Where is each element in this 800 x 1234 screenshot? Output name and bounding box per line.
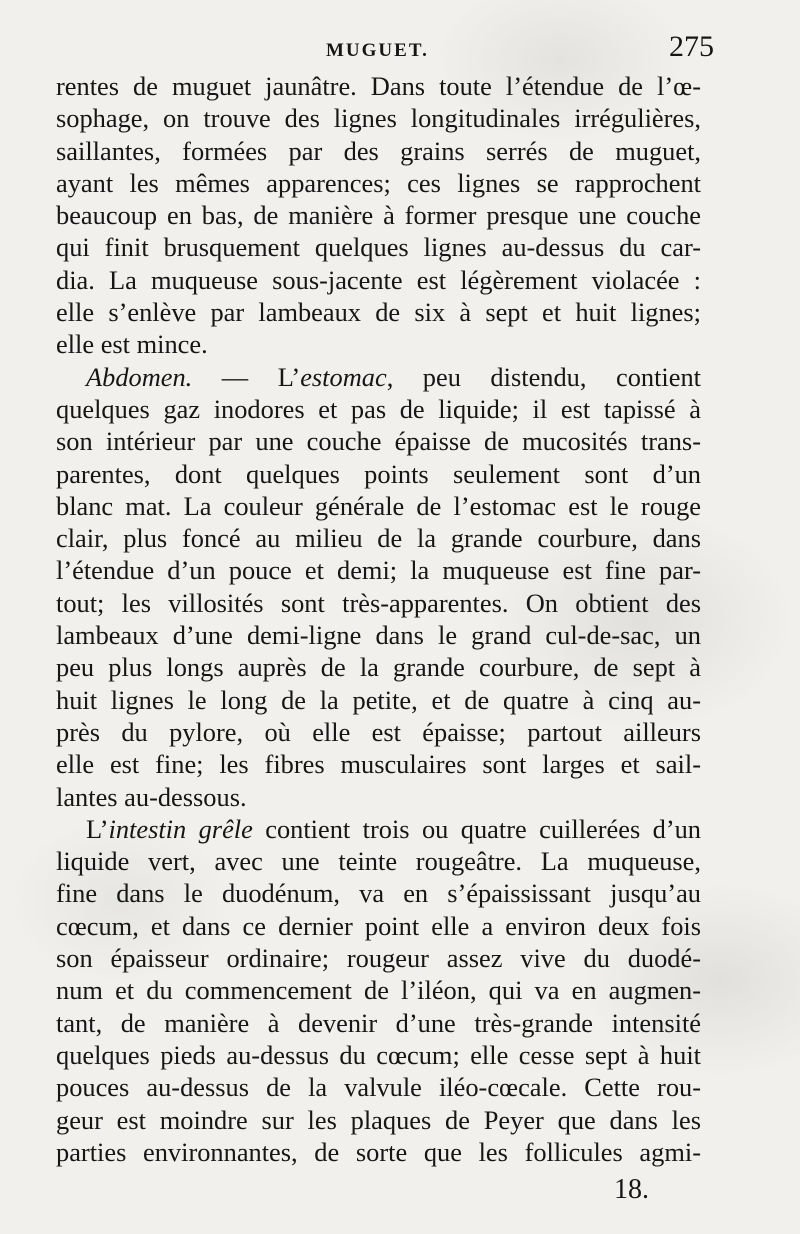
text-line: tant, de manière à devenir d’une très-grande intensité	[56, 1007, 701, 1038]
text-line: qui finit brusquement quelques lignes au-dessus du car-	[56, 232, 701, 263]
text-line: pouces au-dessus de la valvule iléo-cœcale. Cette rou-	[56, 1072, 701, 1103]
text-line: sophage, on trouve des lignes longitudinales irrégulières,	[56, 103, 701, 134]
text-line: geur est moindre sur les plaques de Peyer que dans les	[56, 1104, 701, 1135]
running-title: MUGUET.	[326, 40, 429, 61]
text-line: peu plus longs auprès de la grande courbure, de sept à	[56, 652, 701, 683]
text-line: saillantes, formées par des grains serrés de muguet,	[56, 135, 701, 166]
text-line: lantes au-dessous.	[56, 781, 247, 812]
text-line: lambeaux d’une demi-ligne dans le grand cul-de-sac, un	[56, 620, 701, 651]
text-line: près du pylore, où elle est épaisse; partout ailleurs	[56, 716, 701, 747]
paragraph-start-line	[56, 813, 701, 845]
text-line: huit lignes le long de la petite, et de quatre à cinq au-	[56, 684, 701, 715]
text-line: blanc mat. La couleur générale de l’estomac est le rouge	[56, 490, 701, 521]
text-line: rentes de muguet jaunâtre. Dans toute l’étendue de l’œ-	[56, 71, 701, 101]
text-line: fine dans le duodénum, va en s’épaississant jusqu’au	[56, 878, 701, 909]
text-line: quelques pieds au-dessus du cœcum; elle cesse sept à huit	[56, 1039, 701, 1070]
running-head	[56, 30, 714, 70]
text-line: beaucoup en bas, de manière à former presque une couche	[56, 200, 701, 231]
body-text	[56, 70, 701, 1168]
page-number: 275	[669, 30, 714, 63]
text-run: contient trois ou quatre cuillerées d’un	[252, 813, 701, 844]
text-line: parties environnantes, de sorte que les follicules agmi-	[56, 1136, 701, 1167]
text-line: quelques gaz inodores et pas de liquide; il est tapissé à	[56, 393, 701, 424]
text-line: parentes, dont quelques points seulement sont d’un	[56, 458, 701, 489]
text-line: clair, plus foncé au milieu de la grande courbure, dans	[56, 523, 701, 554]
text-line: tout; les villosités sont très-apparentes. On obtient des	[56, 587, 701, 618]
term-intestin-grele: intestin grêle	[108, 813, 253, 844]
text-line: l’étendue d’un pouce et demi; la muqueuse est fine par-	[56, 555, 701, 586]
signature-mark: 18.	[614, 1174, 649, 1205]
text-line: dia. La muqueuse sous-jacente est légèrement violacée :	[56, 264, 701, 295]
text-run: , peu distendu, contient	[386, 361, 701, 392]
text-line: cœcum, et dans ce dernier point elle a environ deux fois	[56, 910, 701, 941]
text-run: L’	[86, 813, 109, 844]
text-line: elle s’enlève par lambeaux de six à sept et huit lignes;	[56, 297, 701, 328]
text-line: ayant les mêmes apparences; ces lignes se rapprochent	[56, 167, 701, 198]
text-line: liquide vert, avec une teinte rougeâtre. La muqueuse,	[56, 846, 701, 877]
term-estomac: estomac	[300, 361, 387, 392]
text-run: — L’	[192, 361, 301, 392]
text-line: elle est fine; les fibres musculaires sont larges et sail-	[56, 749, 701, 780]
text-line: son épaisseur ordinaire; rougeur assez vive du duodé-	[56, 943, 701, 974]
text-line: num et du commencement de l’iléon, qui va en augmen-	[56, 975, 701, 1006]
text-line: son intérieur par une couche épaisse de mucosités trans-	[56, 426, 701, 457]
section-heading-abdomen: Abdomen.	[86, 361, 193, 392]
paragraph-start-line	[56, 361, 701, 393]
text-line: elle est mince.	[56, 329, 208, 360]
